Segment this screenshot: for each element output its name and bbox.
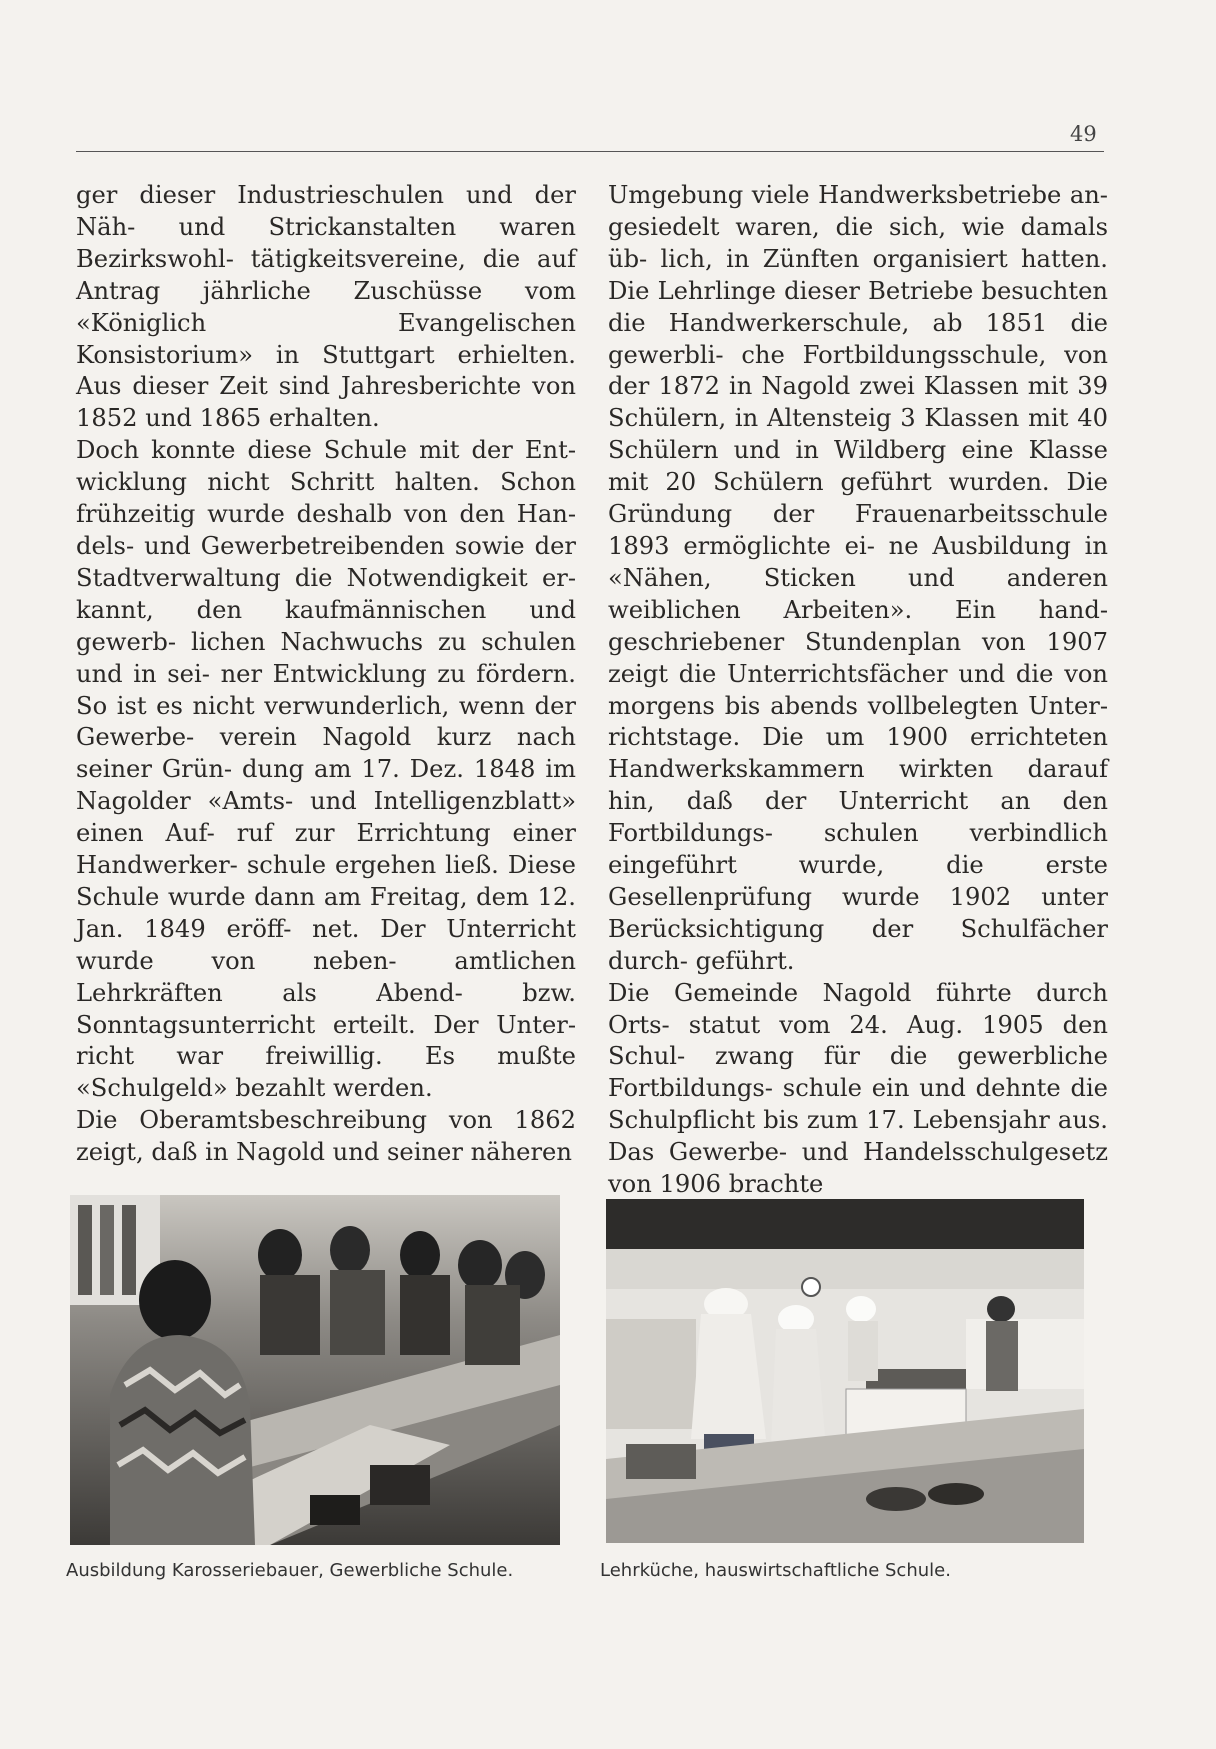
- photo-kitchen: [606, 1199, 1084, 1543]
- page-number: 49: [1070, 122, 1097, 146]
- paragraph: Umgebung viele Handwerksbetriebe an- gesiedelt waren, die sich, wie damals üb- lich, in Zünften organisiert hatten. Die Lehrlinge dieser Betriebe besuchten die Handwerkerschule, ab 1851 die gewerbli- che Fortbildungsschule, von der 1872 in Nagold zwei Klassen mit 39 Schülern, in Altensteig 3 Klassen mit 40 Schülern und in Wildberg eine Klasse mit 20 Schülern geführt wurden. Die Gründung der Frauenarbeitsschule 1893 ermöglichte ei- ne Ausbildung in «Nähen, Sticken und anderen weiblichen Arbeiten». Ein hand- geschriebener Stundenplan von 1907 zeigt die Unterrichtsfächer und die von morgens bis abends vollbelegten Unter- richtstage. Die um 1900 errichteten Handwerkskammern wirkten darauf hin, daß der Unterricht an den Fortbildungs- schulen verbindlich eingeführt wurde, die erste Gesellenprüfung wurde 1902 unter Berücksichtigung der Schulfächer durch- geführt.: [608, 181, 1108, 975]
- paragraph: Die Gemeinde Nagold führte durch Orts- statut vom 24. Aug. 1905 den Schul- zwang für die gewerbliche Fortbildungs- schule ein und dehnte die Schulpflicht bis zum 17. Lebensjahr aus. Das Gewerbe- und Handelsschulgesetz von 1906 brachte: [608, 978, 1108, 1199]
- photo-workshop: [70, 1195, 560, 1545]
- header-rule: [76, 151, 1104, 152]
- paragraph: ger dieser Industrieschulen und der Näh- und Strickanstalten waren Bezirkswohl- tätigkeitsvereine, die auf Antrag jährliche Zuschüsse vom «Königlich Evangelischen Konsistorium» in Stuttgart erhielten. Aus dieser Zeit sind Jahresberichte von 1852 und 1865 erhalten.: [76, 181, 576, 433]
- text-column-left: [76, 180, 576, 1169]
- paragraph: Doch konnte diese Schule mit der Ent- wicklung nicht Schritt halten. Schon frühzeitig wurde deshalb von den Han- dels- und Gewerbetreibenden sowie der Stadtverwaltung die Notwendigkeit er- kannt, den kaufmännischen und gewerb- lichen Nachwuchs zu schulen und in sei- ner Entwicklung zu fördern. So ist es nicht verwunderlich, wenn der Gewerbe- verein Nagold kurz nach seiner Grün- dung am 17. Dez. 1848 im Nagolder «Amts- und Intelligenzblatt» einen Auf- ruf zur Errichtung einer Handwerker- schule ergehen ließ. Diese Schule wurde dann am Freitag, dem 12. Jan. 1849 eröff- net. Der Unterricht wurde von neben- amtlichen Lehrkräften als Abend- bzw. Sonntagsunterricht erteilt. Der Unter- richt war freiwillig. Es mußte «Schulgeld» bezahlt werden.: [76, 436, 576, 1103]
- workshop-photo-illustration: [70, 1195, 560, 1545]
- kitchen-photo-illustration: [606, 1199, 1084, 1543]
- text-column-right: [608, 180, 1108, 1201]
- figure-caption: Ausbildung Karosseriebauer, Gewerbliche Schule.: [66, 1560, 514, 1581]
- figure-caption: Lehrküche, hauswirtschaftliche Schule.: [600, 1560, 951, 1581]
- paragraph: Die Oberamtsbeschreibung von 1862 zeigt, daß in Nagold und seiner näheren: [76, 1106, 576, 1167]
